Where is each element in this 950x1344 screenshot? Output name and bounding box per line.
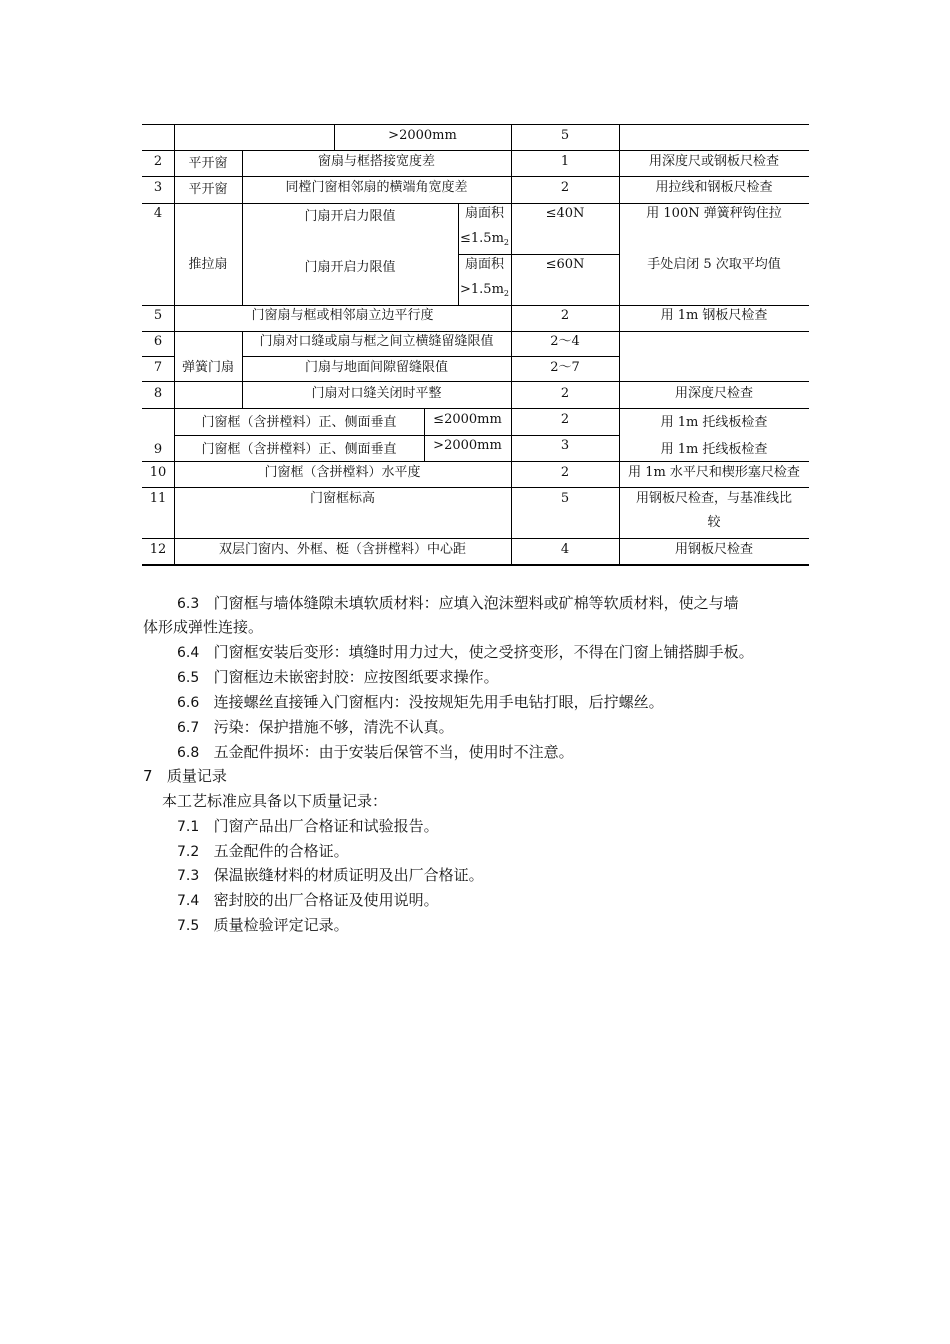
cell-value: 5 (560, 128, 570, 143)
cell-method: 用深度尺检查 (674, 386, 753, 401)
paragraph-text: 门窗框安装后变形：填缝时用力过大，使之受挤变形，不得在门窗上铺搭脚手板。 (213, 643, 754, 661)
list-item-number: 7.4 (177, 893, 200, 909)
paragraph-number: 6.6 (177, 695, 200, 711)
cell-spec: >2000mm (433, 438, 502, 453)
cell-item: 门扇对口缝或扇与框之间立横缝留缝限值 (259, 334, 494, 349)
section-title: 质量记录 (166, 767, 227, 785)
area-value-text: ≤1.5m (460, 231, 504, 246)
list-item-text: 质量检验评定记录。 (213, 916, 349, 934)
list-item-text: 五金配件的合格证。 (213, 842, 349, 860)
tolerance-table (0, 0, 950, 570)
cell-method: 用 1m 钢板尺检查 (660, 308, 768, 323)
cell-value: 2 (560, 412, 570, 427)
cell-value: 3 (560, 438, 570, 453)
cell-item: 双层门窗内、外框、梃（含拼樘料）中心距 (218, 542, 466, 557)
paragraph-text: 污染：保护措施不够，清洗不认真。 (213, 718, 454, 736)
cell-item: 同樘门窗相邻扇的横端角宽度差 (285, 180, 468, 195)
cell-method-cont: 较 (707, 515, 721, 530)
cell-row-number: 6 (153, 334, 163, 349)
cell-method: 用 1m 托线板检查 (660, 415, 768, 430)
cell-method: 用拉线和钢板尺检查 (655, 180, 773, 195)
cell-value: 2 (560, 465, 570, 480)
cell-value: 5 (560, 491, 570, 506)
cell-method: 用 100N 弹簧秤钩住拉 (646, 206, 782, 221)
cell-row-number: 3 (153, 180, 163, 195)
cell-item: 门扇对口缝关闭时平整 (311, 386, 442, 401)
paragraph-6-5 (177, 666, 499, 689)
paragraph-text: 门窗框与墙体缝隙未填软质材料：应填入泡沫塑料或矿棉等软质材料，使之与墙 (213, 594, 739, 612)
table-rule (142, 356, 174, 357)
cell-value: ≤40N (545, 206, 585, 221)
paragraph-text: 门窗框边未嵌密封胶：应按图纸要求操作。 (213, 668, 499, 686)
cell-spec: >2000mm (388, 128, 457, 143)
cell-area-value (458, 280, 511, 301)
list-item (177, 914, 349, 937)
cell-value: 4 (560, 542, 570, 557)
cell-area-label: 扇面积 (464, 206, 504, 221)
table-rule (142, 461, 809, 462)
cell-spec: ≤2000mm (433, 412, 502, 427)
list-item (177, 840, 349, 863)
table-bottom-border (142, 564, 809, 566)
list-item-number: 7.2 (177, 844, 200, 860)
list-item-number: 7.1 (177, 819, 200, 835)
list-item-number: 7.5 (177, 918, 200, 934)
cell-value: 2～7 (550, 360, 580, 375)
area-exponent: 2 (503, 238, 509, 247)
section-intro: 本工艺标准应具备以下质量记录： (162, 792, 388, 810)
cell-item: 门窗框（含拼樘料）正、侧面垂直 (201, 415, 397, 430)
table-rule (142, 538, 809, 539)
cell-category: 平开窗 (188, 182, 228, 197)
section-heading (143, 765, 227, 787)
cell-method: 用钢板尺检查 (674, 542, 753, 557)
cell-value: 2～4 (550, 334, 580, 349)
cell-category: 弹簧门扇 (181, 360, 234, 375)
cell-value: 1 (560, 154, 570, 169)
cell-value: 2 (560, 386, 570, 401)
paragraph-number: 6.8 (177, 745, 200, 761)
paragraph-number: 6.4 (177, 645, 200, 661)
paragraph-number: 6.3 (177, 596, 200, 612)
cell-item: 门窗框（含拼樘料）水平度 (264, 465, 421, 480)
paragraph-text: 连接螺丝直接锤入门窗框内：没按规矩先用手电钻打眼，后拧螺丝。 (213, 693, 664, 711)
cell-item: 门窗框（含拼樘料）正、侧面垂直 (201, 442, 397, 457)
paragraph-6-6 (177, 691, 664, 714)
cell-item: 门扇开启力限值 (304, 260, 396, 275)
list-item-text: 门窗产品出厂合格证和试验报告。 (213, 817, 439, 835)
cell-item: 门扇开启力限值 (304, 209, 396, 224)
cell-row-number: 7 (153, 360, 163, 375)
cell-item: 门窗框标高 (309, 491, 375, 506)
cell-row-number: 8 (153, 386, 163, 401)
paragraph-number: 6.5 (177, 670, 200, 686)
cell-item: 门扇与地面间隙留缝限值 (304, 360, 448, 375)
cell-row-number: 12 (149, 542, 167, 557)
section-number: 7 (143, 767, 153, 785)
cell-item: 窗扇与框搭接宽度差 (317, 154, 435, 169)
paragraph-6-3-cont: 体形成弹性连接。 (143, 618, 264, 636)
list-item (177, 815, 439, 838)
cell-row-number: 11 (149, 491, 167, 506)
list-item (177, 864, 484, 887)
table-rule (142, 487, 809, 488)
table-rule (142, 408, 809, 409)
cell-method: 用深度尺或钢板尺检查 (648, 154, 779, 169)
cell-method: 手处启闭 5 次取平均值 (647, 257, 781, 272)
cell-category: 推拉扇 (188, 257, 228, 272)
cell-item: 门窗扇与框或相邻扇立边平行度 (251, 308, 434, 323)
list-item (177, 889, 439, 912)
paragraph-text: 五金配件损坏：由于安装后保管不当，使用时不注意。 (213, 743, 574, 761)
cell-row-number: 4 (153, 206, 163, 221)
paragraph-6-8 (177, 741, 574, 764)
cell-method: 用 1m 托线板检查 (660, 442, 768, 457)
paragraph-number: 6.7 (177, 720, 200, 736)
list-item-number: 7.3 (177, 868, 200, 884)
cell-row-number: 2 (153, 154, 163, 169)
area-exponent: 2 (503, 289, 509, 298)
cell-method: 用钢板尺检查，与基准线比 (635, 491, 792, 506)
cell-method: 用 1m 水平尺和楔形塞尺检查 (628, 465, 800, 480)
list-item-text: 密封胶的出厂合格证及使用说明。 (213, 891, 439, 909)
area-value-text: >1.5m (460, 282, 504, 297)
cell-value: 2 (560, 308, 570, 323)
paragraph-6-7 (177, 716, 454, 739)
cell-value: 2 (560, 180, 570, 195)
cell-category: 平开窗 (188, 156, 228, 171)
cell-value: ≤60N (545, 257, 585, 272)
table-rule (242, 356, 619, 357)
paragraph-6-3 (177, 592, 739, 615)
paragraph-6-4 (177, 641, 754, 664)
list-item-text: 保温嵌缝材料的材质证明及出厂合格证。 (213, 866, 484, 884)
table-top-border (142, 124, 809, 125)
cell-area-label: 扇面积 (464, 257, 504, 272)
cell-area-value (458, 229, 511, 250)
cell-row-number: 5 (153, 308, 163, 323)
cell-row-number: 10 (149, 465, 167, 480)
cell-row-number: 9 (153, 442, 163, 457)
